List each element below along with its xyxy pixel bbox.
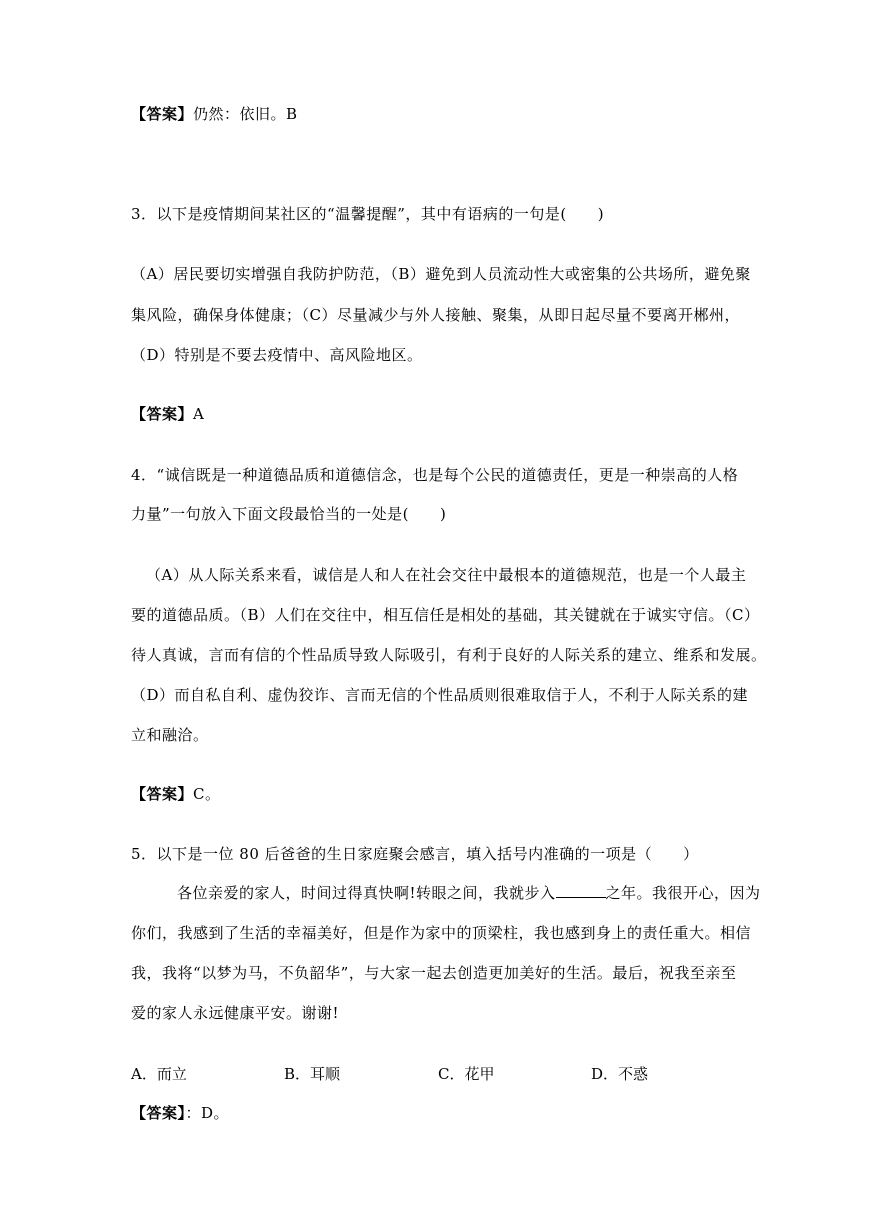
question-5-line-1: [177, 883, 761, 903]
passage-text: 各位亲爱的家人，时间过得真快啊!转眼之间，我就步入: [177, 884, 556, 902]
answer-tag: 【答案】: [131, 1104, 186, 1122]
question-3-stem: 3．以下是疫情期间某社区的“温馨提醒”，其中有语病的一句是( ): [131, 205, 605, 223]
answer-tag: 【答案】: [131, 785, 194, 803]
option-b: B．耳顺: [284, 1065, 341, 1083]
question-4-line-1: （A）从人际关系来看，诚信是人和人在社会交往中最根本的道德规范，也是一个人最主: [146, 566, 747, 584]
answer-tag: 【答案】: [131, 105, 194, 123]
answer-text: ：D。: [185, 1104, 230, 1122]
option-a: A．而立: [131, 1065, 187, 1083]
option-d: D．不惑: [591, 1065, 649, 1083]
question-4-answer: [131, 784, 221, 804]
answer-text: A: [193, 405, 205, 423]
question-4-stem-line-2: 力量”一句放入下面文段最恰当的一处是( ): [131, 505, 447, 523]
question-4-line-3: 待人真诚，言而有信的个性品质导致人际吸引，有利于良好的人际关系的建立、维系和发展。: [131, 646, 767, 664]
answer-text: C。: [193, 785, 221, 803]
question-5-answer: [131, 1103, 229, 1123]
question-5-stem: 5．以下是一位 80 后爸爸的生日家庭聚会感言，填入括号内准确的一项是（ ）: [131, 845, 699, 863]
passage-text: 之年。我很开心，因为: [605, 884, 761, 902]
option-c: C．花甲: [438, 1065, 495, 1083]
question-3-line-1: （A）居民要切实增强自我防护防范，（B）避免到人员流动性大或密集的公共场所，避免聚: [131, 265, 751, 283]
question-5-line-4: 爱的家人永远健康平安。谢谢!: [131, 1004, 340, 1022]
question-4-line-5: 立和融洽。: [131, 726, 209, 744]
question-4-line-2: 要的道德品质。（B）人们在交往中，相互信任是相处的基础，其关键就在于诚实守信。（C）: [131, 606, 760, 624]
question-5-line-3: 我，我将“以梦为马，不负韶华”，与大家一起去创造更加美好的生活。最后，祝我至亲至: [131, 964, 737, 982]
question-4-line-4: （D）而自私自利、虚伪狡诈、言而无信的个性品质则很难取信于人，不利于人际关系的建: [131, 686, 749, 704]
question-4-stem-line-1: 4．“诚信既是一种道德品质和道德信念，也是每个公民的道德责任，更是一种崇高的人格: [131, 466, 739, 484]
answer-text: 仍然：依旧。B: [193, 105, 298, 123]
question-3-line-2: 集风险，确保身体健康；（C）尽量减少与外人接触、聚集，从即日起尽量不要离开郴州，: [131, 306, 740, 324]
question-5-line-2: 你们，我感到了生活的幸福美好，但是作为家中的顶梁柱，我也感到身上的责任重大。相信: [131, 924, 752, 942]
question-3-answer: [131, 404, 204, 424]
answer-prev: [131, 104, 298, 124]
answer-tag: 【答案】: [131, 405, 194, 423]
question-3-line-3: （D）特别是不要去疫情中、高风险地区。: [131, 346, 423, 364]
fill-blank: [556, 883, 606, 898]
